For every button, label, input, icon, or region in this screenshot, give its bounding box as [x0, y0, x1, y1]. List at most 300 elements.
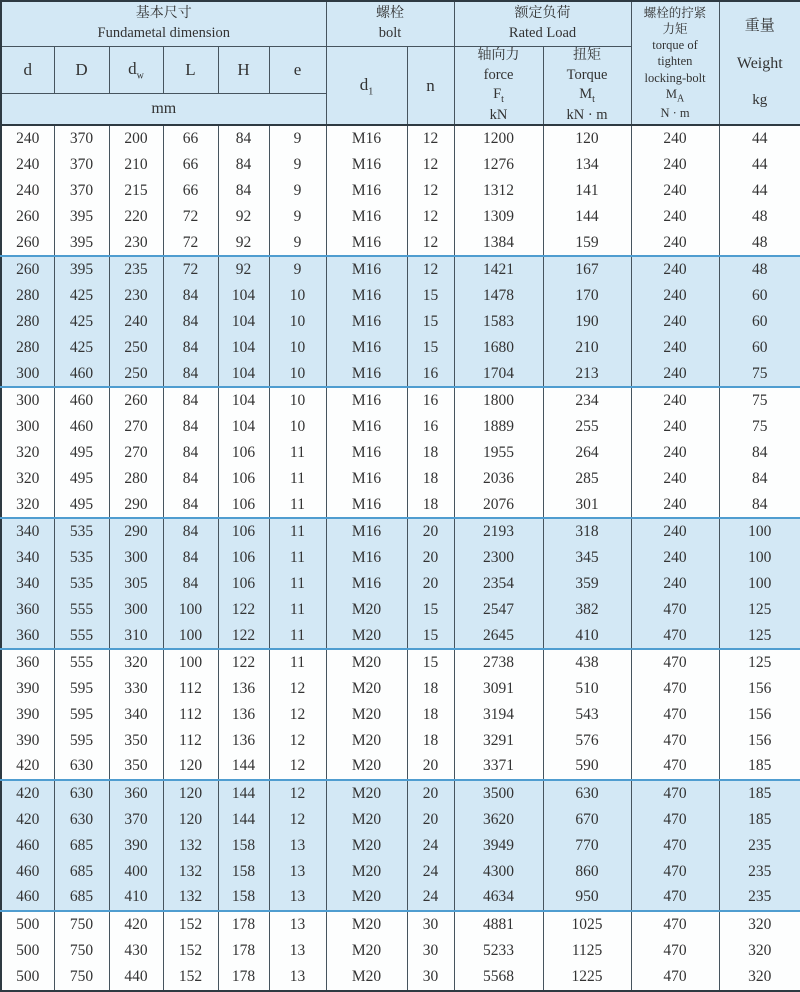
table-cell: 240 — [631, 256, 719, 283]
table-cell: M16 — [326, 230, 407, 257]
table-cell: 390 — [109, 833, 163, 859]
table-cell: 11 — [269, 466, 326, 492]
table-cell: 240 — [631, 204, 719, 230]
table-cell: 1276 — [454, 152, 543, 178]
table-cell: 360 — [1, 649, 54, 676]
table-row — [1, 911, 800, 938]
table-cell: 300 — [1, 361, 54, 388]
table-cell: 2547 — [454, 597, 543, 623]
table-cell: 75 — [719, 361, 800, 388]
table-cell: 280 — [1, 335, 54, 361]
table-cell: 235 — [719, 833, 800, 859]
table-cell: 395 — [54, 230, 109, 257]
row-band — [1, 387, 800, 518]
weight-label-zh: 重量 — [744, 17, 775, 34]
table-cell: 5568 — [454, 964, 543, 991]
table-cell: 1309 — [454, 204, 543, 230]
table-cell: 12 — [407, 230, 454, 257]
table-cell: 470 — [631, 807, 719, 833]
table-cell: 555 — [54, 623, 109, 650]
table-cell: 250 — [109, 361, 163, 388]
table-cell: 120 — [543, 125, 631, 152]
table-cell: 152 — [163, 938, 218, 964]
table-cell: 16 — [407, 387, 454, 414]
table-cell: 72 — [163, 230, 218, 257]
table-cell: 10 — [269, 361, 326, 388]
table-cell: 264 — [543, 440, 631, 466]
table-cell: M16 — [326, 152, 407, 178]
table-cell: 950 — [543, 885, 631, 912]
table-cell: 11 — [269, 492, 326, 519]
table-cell: 24 — [407, 833, 454, 859]
table-cell: 410 — [109, 885, 163, 912]
axial-force-unit: kN — [489, 106, 508, 123]
table-row — [1, 597, 800, 623]
table-cell: 9 — [269, 125, 326, 152]
table-cell: 500 — [1, 938, 54, 964]
table-cell: M20 — [326, 676, 407, 702]
table-cell: 10 — [269, 414, 326, 440]
table-cell: 122 — [218, 623, 269, 650]
table-cell: 152 — [163, 911, 218, 938]
table-cell: M20 — [326, 780, 407, 807]
table-cell: 320 — [1, 440, 54, 466]
table-cell: 152 — [163, 964, 218, 991]
table-cell: 104 — [218, 414, 269, 440]
table-cell: 30 — [407, 938, 454, 964]
table-cell: M20 — [326, 964, 407, 991]
table-cell: 106 — [218, 466, 269, 492]
table-cell: 440 — [109, 964, 163, 991]
col-header-L: L — [163, 47, 218, 94]
table-cell: 104 — [218, 335, 269, 361]
table-cell: M16 — [326, 545, 407, 571]
table-cell: 185 — [719, 807, 800, 833]
table-cell: 750 — [54, 911, 109, 938]
table-cell: 240 — [109, 309, 163, 335]
table-cell: 66 — [163, 125, 218, 152]
table-cell: 460 — [1, 859, 54, 885]
torque-symbol: $M_t$ — [579, 85, 595, 105]
table-row — [1, 938, 800, 964]
table-cell: M16 — [326, 387, 407, 414]
table-cell: 144 — [218, 780, 269, 807]
table-cell: M20 — [326, 649, 407, 676]
table-cell: 12 — [407, 178, 454, 204]
table-cell: 213 — [543, 361, 631, 388]
bolt-group-header — [326, 1, 454, 47]
table-cell: 255 — [543, 414, 631, 440]
table-cell: 495 — [54, 492, 109, 519]
table-cell: 240 — [631, 518, 719, 545]
table-cell: 1384 — [454, 230, 543, 257]
table-cell: M16 — [326, 178, 407, 204]
table-cell: 136 — [218, 728, 269, 754]
table-cell: 84 — [163, 335, 218, 361]
table-cell: M20 — [326, 911, 407, 938]
table-cell: 12 — [269, 676, 326, 702]
table-cell: 104 — [218, 361, 269, 388]
table-cell: 4300 — [454, 859, 543, 885]
table-row — [1, 676, 800, 702]
table-cell: 420 — [1, 754, 54, 781]
table-row — [1, 754, 800, 781]
table-cell: 92 — [218, 230, 269, 257]
table-cell: 420 — [1, 807, 54, 833]
table-cell: 48 — [719, 204, 800, 230]
table-cell: 24 — [407, 885, 454, 912]
table-cell: 13 — [269, 833, 326, 859]
table-cell: 240 — [631, 466, 719, 492]
table-cell: 84 — [163, 466, 218, 492]
table-row — [1, 833, 800, 859]
table-cell: 12 — [269, 807, 326, 833]
table-row — [1, 335, 800, 361]
table-cell: 20 — [407, 545, 454, 571]
table-cell: 156 — [719, 676, 800, 702]
col-header-axial-force — [454, 47, 543, 126]
table-cell: 425 — [54, 309, 109, 335]
table-cell: 500 — [1, 911, 54, 938]
table-cell: 240 — [631, 361, 719, 388]
table-cell: 66 — [163, 152, 218, 178]
table-cell: 1889 — [454, 414, 543, 440]
table-cell: 18 — [407, 702, 454, 728]
table-cell: 750 — [54, 938, 109, 964]
table-cell: 44 — [719, 125, 800, 152]
row-band-highlighted — [1, 256, 800, 387]
table-row — [1, 256, 800, 283]
table-cell: M16 — [326, 571, 407, 597]
table-cell: 122 — [218, 597, 269, 623]
table-cell: 320 — [1, 466, 54, 492]
table-cell: 9 — [269, 230, 326, 257]
table-cell: 84 — [218, 178, 269, 204]
table-cell: 470 — [631, 597, 719, 623]
table-row — [1, 807, 800, 833]
table-cell: 350 — [109, 728, 163, 754]
table-cell: 240 — [631, 414, 719, 440]
table-cell: 100 — [163, 597, 218, 623]
table-cell: 270 — [109, 414, 163, 440]
table-cell: 1312 — [454, 178, 543, 204]
table-cell: 630 — [54, 780, 109, 807]
table-cell: 220 — [109, 204, 163, 230]
table-cell: 20 — [407, 754, 454, 781]
table-cell: 590 — [543, 754, 631, 781]
table-cell: 1421 — [454, 256, 543, 283]
table-cell: 425 — [54, 335, 109, 361]
table-cell: 1225 — [543, 964, 631, 991]
table-cell: 18 — [407, 440, 454, 466]
table-cell: 3949 — [454, 833, 543, 859]
table-cell: 340 — [1, 571, 54, 597]
table-cell: 106 — [218, 571, 269, 597]
table-cell: 112 — [163, 728, 218, 754]
table-row — [1, 702, 800, 728]
table-cell: 30 — [407, 911, 454, 938]
table-cell: 132 — [163, 833, 218, 859]
table-cell: 158 — [218, 885, 269, 912]
table-cell: 240 — [631, 309, 719, 335]
weight-unit: kg — [752, 92, 768, 109]
table-cell: 18 — [407, 466, 454, 492]
table-row — [1, 466, 800, 492]
table-cell: 13 — [269, 964, 326, 991]
table-cell: 185 — [719, 780, 800, 807]
table-cell: 136 — [218, 676, 269, 702]
table-cell: 125 — [719, 597, 800, 623]
table-cell: 12 — [407, 204, 454, 230]
table-cell: 630 — [543, 780, 631, 807]
table-cell: 595 — [54, 728, 109, 754]
table-cell: 330 — [109, 676, 163, 702]
table-row — [1, 623, 800, 650]
table-cell: 320 — [1, 492, 54, 519]
table-cell: 13 — [269, 911, 326, 938]
table-cell: 159 — [543, 230, 631, 257]
table-cell: 2738 — [454, 649, 543, 676]
table-cell: 260 — [1, 256, 54, 283]
table-cell: 359 — [543, 571, 631, 597]
table-cell: 400 — [109, 859, 163, 885]
table-cell: 100 — [719, 518, 800, 545]
table-cell: 460 — [54, 414, 109, 440]
table-cell: 11 — [269, 518, 326, 545]
table-row — [1, 440, 800, 466]
table-cell: 84 — [163, 414, 218, 440]
table-cell: 100 — [163, 649, 218, 676]
table-cell: 495 — [54, 440, 109, 466]
table-cell: 555 — [54, 597, 109, 623]
table-cell: 60 — [719, 283, 800, 309]
table-cell: 13 — [269, 938, 326, 964]
locking-torque-column-header — [631, 1, 719, 125]
table-cell: 595 — [54, 676, 109, 702]
table-cell: 185 — [719, 754, 800, 781]
table-cell: 300 — [1, 414, 54, 440]
table-cell: 470 — [631, 623, 719, 650]
table-cell: 125 — [719, 649, 800, 676]
table-cell: 20 — [407, 780, 454, 807]
bolt-group-label-en: bolt — [378, 25, 402, 42]
table-cell: 300 — [109, 597, 163, 623]
table-cell: 84 — [719, 466, 800, 492]
table-cell: 382 — [543, 597, 631, 623]
table-cell: 420 — [109, 911, 163, 938]
table-cell: 290 — [109, 518, 163, 545]
table-cell: 120 — [163, 754, 218, 781]
table-cell: 48 — [719, 256, 800, 283]
table-cell: 235 — [719, 885, 800, 912]
table-cell: M20 — [326, 885, 407, 912]
table-cell: 535 — [54, 545, 109, 571]
table-cell: 104 — [218, 387, 269, 414]
rated-load-label-en: Rated Load — [508, 25, 577, 42]
table-cell: 158 — [218, 833, 269, 859]
table-cell: 84 — [218, 125, 269, 152]
table-cell: 1025 — [543, 911, 631, 938]
table-cell: 1478 — [454, 283, 543, 309]
table-cell: 470 — [631, 728, 719, 754]
rated-load-group-header — [454, 1, 631, 47]
table-cell: M20 — [326, 597, 407, 623]
table-cell: M16 — [326, 492, 407, 519]
table-cell: 10 — [269, 335, 326, 361]
locking-torque-unit: N · m — [660, 106, 690, 121]
row-band-highlighted — [1, 518, 800, 649]
table-cell: 16 — [407, 414, 454, 440]
table-cell: 10 — [269, 387, 326, 414]
table-cell: 1704 — [454, 361, 543, 388]
locking-torque-label-en-line3: locking-bolt — [644, 70, 706, 85]
table-row — [1, 204, 800, 230]
table-cell: 500 — [1, 964, 54, 991]
table-cell: 670 — [543, 807, 631, 833]
table-cell: M20 — [326, 754, 407, 781]
table-cell: M20 — [326, 859, 407, 885]
table-cell: M16 — [326, 361, 407, 388]
table-cell: 630 — [54, 807, 109, 833]
col-header-H: H — [218, 47, 269, 94]
table-cell: 240 — [631, 152, 719, 178]
table-cell: 235 — [109, 256, 163, 283]
table-row — [1, 387, 800, 414]
table-cell: 200 — [109, 125, 163, 152]
locking-torque-label-zh-line1: 螺栓的拧紧 — [643, 5, 707, 20]
table-cell: 92 — [218, 256, 269, 283]
table-cell: 555 — [54, 649, 109, 676]
table-cell: 190 — [543, 309, 631, 335]
table-cell: 320 — [719, 911, 800, 938]
table-cell: 395 — [54, 256, 109, 283]
table-cell: 370 — [54, 125, 109, 152]
table-cell: 18 — [407, 492, 454, 519]
table-row — [1, 859, 800, 885]
table-row — [1, 518, 800, 545]
table-cell: M16 — [326, 440, 407, 466]
table-cell: 2354 — [454, 571, 543, 597]
table-cell: 125 — [719, 623, 800, 650]
col-header-e: e — [269, 47, 326, 94]
table-cell: 84 — [719, 492, 800, 519]
table-cell: 425 — [54, 283, 109, 309]
table-cell: 370 — [54, 178, 109, 204]
table-cell: 240 — [631, 492, 719, 519]
table-cell: 460 — [54, 361, 109, 388]
table-cell: M16 — [326, 414, 407, 440]
col-header-torque — [543, 47, 631, 126]
table-cell: 156 — [719, 702, 800, 728]
table-cell: 230 — [109, 230, 163, 257]
table-cell: 230 — [109, 283, 163, 309]
table-cell: 340 — [109, 702, 163, 728]
table-row — [1, 571, 800, 597]
table-row — [1, 885, 800, 912]
axial-force-label-en: force — [483, 66, 514, 83]
table-cell: 280 — [109, 466, 163, 492]
mm-unit-cell: mm — [1, 94, 326, 126]
table-cell: 11 — [269, 623, 326, 650]
table-cell: 340 — [1, 518, 54, 545]
table-cell: M20 — [326, 623, 407, 650]
table-cell: 112 — [163, 702, 218, 728]
table-cell: M16 — [326, 466, 407, 492]
table-cell: 260 — [1, 230, 54, 257]
table-cell: 300 — [109, 545, 163, 571]
table-cell: 370 — [54, 152, 109, 178]
table-cell: 15 — [407, 309, 454, 335]
table-cell: 860 — [543, 859, 631, 885]
row-band-highlighted — [1, 780, 800, 911]
table-row — [1, 649, 800, 676]
table-cell: 112 — [163, 676, 218, 702]
table-cell: 48 — [719, 230, 800, 257]
locking-torque-label-zh-line2: 力矩 — [662, 21, 688, 36]
col-header-D: D — [54, 47, 109, 94]
table-cell: 430 — [109, 938, 163, 964]
table-cell: 9 — [269, 204, 326, 230]
col-header-dw: $d_w$ — [109, 47, 163, 94]
table-cell: 30 — [407, 964, 454, 991]
table-cell: M16 — [326, 256, 407, 283]
table-cell: 12 — [269, 754, 326, 781]
table-cell: 470 — [631, 754, 719, 781]
table-cell: 92 — [218, 204, 269, 230]
table-cell: 72 — [163, 204, 218, 230]
table-cell: 320 — [109, 649, 163, 676]
table-cell: 12 — [269, 780, 326, 807]
table-cell: 495 — [54, 466, 109, 492]
table-cell: 240 — [1, 152, 54, 178]
table-cell: M16 — [326, 335, 407, 361]
table-cell: 350 — [109, 754, 163, 781]
table-cell: 18 — [407, 676, 454, 702]
table-cell: 16 — [407, 361, 454, 388]
table-cell: 120 — [163, 780, 218, 807]
table-cell: 685 — [54, 859, 109, 885]
table-cell: M20 — [326, 807, 407, 833]
table-cell: 390 — [1, 702, 54, 728]
table-cell: 1800 — [454, 387, 543, 414]
table-cell: 2036 — [454, 466, 543, 492]
table-cell: 84 — [163, 571, 218, 597]
table-row — [1, 492, 800, 519]
table-cell: 20 — [407, 807, 454, 833]
table-cell: 5233 — [454, 938, 543, 964]
table-cell: 395 — [54, 204, 109, 230]
table-cell: 12 — [407, 125, 454, 152]
table-cell: 470 — [631, 702, 719, 728]
table-cell: 305 — [109, 571, 163, 597]
table-cell: 240 — [631, 230, 719, 257]
locking-torque-label-en-line2: tighten — [657, 54, 693, 69]
table-cell: 770 — [543, 833, 631, 859]
table-cell: 410 — [543, 623, 631, 650]
table-row — [1, 283, 800, 309]
table-cell: 60 — [719, 335, 800, 361]
table-cell: 240 — [631, 178, 719, 204]
table-cell: 158 — [218, 859, 269, 885]
table-cell: 270 — [109, 440, 163, 466]
table-cell: 543 — [543, 702, 631, 728]
table-cell: 84 — [163, 518, 218, 545]
table-row — [1, 125, 800, 152]
table-cell: 535 — [54, 571, 109, 597]
table-cell: 3620 — [454, 807, 543, 833]
dimension-group-label-zh: 基本尺寸 — [135, 6, 192, 22]
table-cell: 470 — [631, 780, 719, 807]
